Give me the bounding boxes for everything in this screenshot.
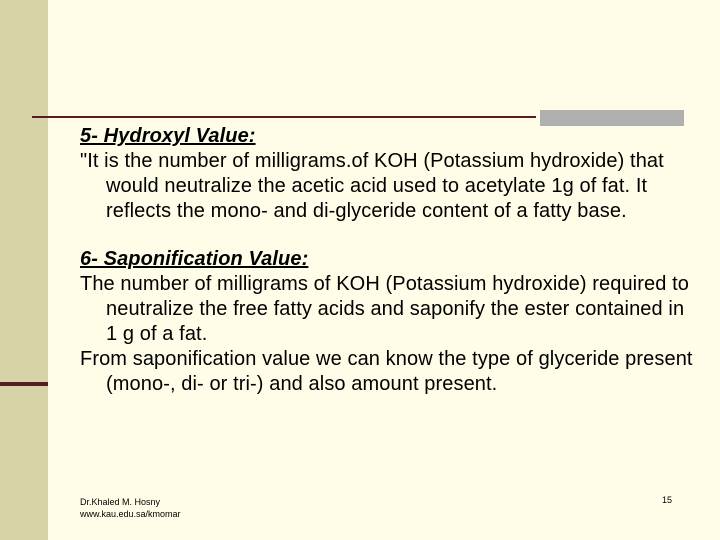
hydroxyl-value-heading: 5- Hydroxyl Value: [80, 125, 256, 147]
left-band-accent-line [0, 382, 48, 386]
hydroxyl-value-definition: "It is the number of milligrams.of KOH (Potassium hydroxide) that would neutralize the acetic acid used to acetylate 1g of fat. It reflects the mono- and di-glyceride content of a fatty base. [80, 150, 664, 222]
footer-author: Dr.Khaled M. Hosny [80, 497, 161, 507]
slide-body [80, 124, 700, 397]
slide-footer [80, 496, 181, 520]
footer-website: www.kau.edu.sa/kmomar [80, 509, 181, 519]
saponification-value-definition: The number of milligrams of KOH (Potassium hydroxide) required to neutralize the free fatty acids and saponify the ester contained in 1 g of a fat. [80, 273, 689, 345]
left-decorative-band [0, 0, 48, 540]
saponification-value-note: From saponification value we can know the type of glyceride present (mono-, di- or tri-) and also amount present. [80, 348, 693, 395]
section-spacer [80, 224, 700, 247]
title-divider-line [32, 116, 536, 118]
saponification-value-heading: 6- Saponification Value: [80, 248, 309, 270]
page-number: 15 [662, 495, 673, 505]
